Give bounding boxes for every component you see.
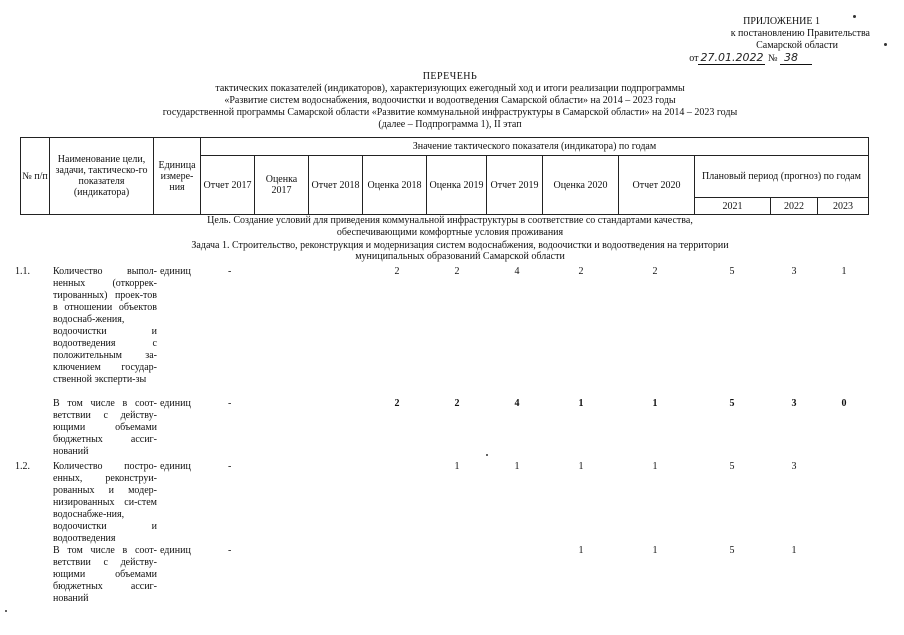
indicator-name: Количество постро-енных, реконструи-рованных и модер-низированных си-стем водоснабже-ния, водоочистки и водоотведения bbox=[53, 461, 157, 544]
value-cell: 5 bbox=[729, 266, 735, 277]
value-cell: 1 bbox=[841, 266, 847, 277]
value-cell: 1 bbox=[652, 398, 658, 409]
value-cell: 2 bbox=[578, 266, 584, 277]
task-text bbox=[140, 240, 780, 262]
header-period: Отчет 2017 bbox=[201, 156, 255, 215]
header-period: Оценка 2018 bbox=[363, 156, 427, 215]
value-cell: 4 bbox=[514, 266, 520, 277]
heading-line4: (далее – Подпрограмма 1), II этап bbox=[378, 119, 522, 130]
header-period: Оценка 2019 bbox=[427, 156, 487, 215]
header-values: Значение тактического показателя (индикатора) по годам bbox=[201, 138, 869, 156]
unit-cell: единиц bbox=[160, 398, 191, 409]
handwritten-number: 38 bbox=[780, 51, 812, 65]
value-cell: 2 bbox=[454, 398, 460, 409]
dash-cell: - bbox=[228, 398, 232, 409]
row-number: 1.1. bbox=[15, 266, 30, 277]
header-plan-year: 2023 bbox=[818, 198, 869, 215]
value-cell: 3 bbox=[791, 266, 797, 277]
header-unit: Единица измере-ния bbox=[154, 138, 201, 215]
unit-cell: единиц bbox=[160, 545, 191, 556]
unit-cell: единиц bbox=[160, 461, 191, 472]
handwritten-date: 27.01.2022 bbox=[700, 51, 764, 64]
task-line1: Задача 1. Строительство, реконструкция и модернизация систем водоснабжения, водоочистки и водоотведения на территории bbox=[191, 240, 729, 251]
annex-block bbox=[640, 16, 870, 65]
annex-date-line bbox=[640, 52, 870, 65]
header-period: Оценка 2020 bbox=[543, 156, 619, 215]
value-cell: 1 bbox=[454, 461, 460, 472]
header-plan-year: 2022 bbox=[771, 198, 818, 215]
document-heading bbox=[40, 71, 860, 131]
date-prefix: от bbox=[689, 53, 699, 64]
indicator-name: В том числе в соот-ветствии с действу-ющими объемами бюджетных ассиг-нований bbox=[53, 545, 157, 604]
annex-line2: к постановлению Правительства bbox=[730, 28, 870, 39]
value-cell: 3 bbox=[791, 461, 797, 472]
value-cell: 2 bbox=[652, 266, 658, 277]
header-plan-period: Плановый период (прогноз) по годам bbox=[695, 156, 869, 198]
value-cell: 5 bbox=[729, 398, 735, 409]
dash-cell: - bbox=[228, 461, 232, 472]
value-cell: 5 bbox=[729, 545, 735, 556]
header-period: Оценка 2017 bbox=[255, 156, 309, 215]
value-cell: 0 bbox=[841, 398, 847, 409]
value-cell: 3 bbox=[791, 398, 797, 409]
indicators-table-header bbox=[20, 137, 869, 215]
dash-cell: - bbox=[228, 545, 232, 556]
value-cell: 5 bbox=[729, 461, 735, 472]
unit-cell: единиц bbox=[160, 266, 191, 277]
document-title: ПЕРЕЧЕНЬ bbox=[422, 71, 478, 82]
row-number: 1.2. bbox=[15, 461, 30, 472]
value-cell: 1 bbox=[578, 545, 584, 556]
value-cell: 2 bbox=[394, 398, 400, 409]
scan-speck bbox=[486, 454, 488, 456]
annex-line3: Самарской области bbox=[756, 40, 838, 51]
goal-text bbox=[180, 215, 720, 239]
heading-line2: «Развитие систем водоснабжения, водоочистки и водоотведения Самарской области» на 2014 – 2023 годы bbox=[224, 95, 676, 106]
value-cell: 1 bbox=[652, 461, 658, 472]
header-num: № п/п bbox=[21, 138, 50, 215]
scan-speck bbox=[853, 15, 856, 18]
heading-line3: государственной программы Самарской области «Развитие коммунальной инфраструктуры в Самарской области» на 2014 – 2023 годы bbox=[162, 107, 738, 118]
value-cell: 2 bbox=[454, 266, 460, 277]
number-prefix: № bbox=[767, 53, 778, 64]
goal-line1: Цель. Создание условий для приведения коммунальной инфраструктуры в соответствие со стандартами качества, bbox=[207, 215, 693, 226]
scan-speck bbox=[5, 610, 7, 612]
indicator-name: В том числе в соот-ветствии с действу-ющими объемами бюджетных ассиг-нований bbox=[53, 398, 157, 457]
header-period: Отчет 2018 bbox=[309, 156, 363, 215]
header-period: Отчет 2020 bbox=[619, 156, 695, 215]
value-cell: 1 bbox=[514, 461, 520, 472]
header-plan-year: 2021 bbox=[695, 198, 771, 215]
value-cell: 1 bbox=[578, 461, 584, 472]
value-cell: 2 bbox=[394, 266, 400, 277]
value-cell: 1 bbox=[652, 545, 658, 556]
value-cell: 1 bbox=[791, 545, 797, 556]
value-cell: 4 bbox=[514, 398, 520, 409]
value-cell: 1 bbox=[578, 398, 584, 409]
indicator-name: Количество выпол-ненных (откоррек-тированных) проек-тов в отношении объектов водоснаб-жения, водоочистки и водоотведения с положительным за-ключением государ-ственной эксперти-зы bbox=[53, 266, 157, 385]
scan-speck bbox=[884, 43, 887, 46]
header-period: Отчет 2019 bbox=[487, 156, 543, 215]
dash-cell: - bbox=[228, 266, 232, 277]
task-line2: муниципальных образований Самарской области bbox=[355, 251, 565, 262]
header-name: Наименование цели, задачи, тактическо-го показателя (индикатора) bbox=[50, 138, 154, 215]
annex-title: ПРИЛОЖЕНИЕ 1 bbox=[743, 16, 820, 27]
goal-line2: обеспечивающими комфортные условия проживания bbox=[336, 227, 564, 238]
heading-line1: тактических показателей (индикаторов), характеризующих ежегодный ход и итоги реализации подпрограммы bbox=[215, 83, 685, 94]
